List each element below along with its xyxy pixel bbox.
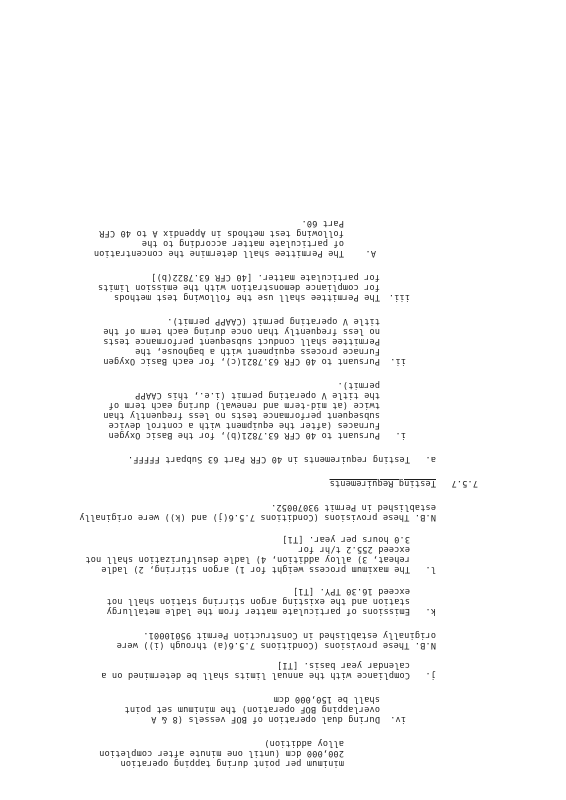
list-marker: i. [395, 430, 406, 440]
note-text: N.B. These provisions (Conditions 7.5.6(a) through (i)) were originally established in Construction Permit 95010001. [116, 630, 436, 650]
list-marker: iv. [390, 714, 406, 724]
text-line: no less frequently than once during each term of the [103, 326, 380, 336]
list-marker: k. [425, 606, 436, 616]
list-marker: l. [425, 564, 436, 574]
text-line: station and the existing argon stirring station shall not [106, 596, 410, 606]
text-line: The maximum process weight for 1) argon stirring, 2) ladle [101, 564, 410, 574]
text-line: Emissions of particulate matter from the ladle metallurgy [106, 606, 410, 616]
section-title: Testing Requirements [329, 478, 436, 488]
text-line: Furnace process equipment with a baghouse, the [135, 346, 380, 356]
text-line: The Permittee shall determine the concentration [93, 248, 344, 258]
text-line: 3.0 hours per year. [T1] [282, 534, 410, 544]
text-line: exceed 16.30 TPY. [T1] [292, 586, 410, 596]
text-line: Permittee shall conduct subsequent performance tests [103, 336, 380, 346]
text-line: During dual operation of BOF vessels (8 & A [151, 714, 380, 724]
note-text: N.B. These provisions (Conditions 7.5.6(j) and (k)) were originally established in Permit 93070052. [79, 502, 436, 522]
text-line: Part 60. [301, 218, 344, 228]
text-line: Compliance with the annual limits shall be determined on a [101, 670, 410, 680]
text-line: Testing requirements in 40 CFR Part 63 Subpart FFFFF. [127, 454, 410, 464]
text-line: twice (at mid-term and renewal) during each term of [108, 400, 380, 410]
list-marker: A. [365, 248, 376, 258]
text-line: subsequent performance tests no less frequently than [103, 410, 380, 420]
text-line: the title V operating permit (i.e., this CAAPP [135, 390, 380, 400]
list-marker: a. [425, 454, 436, 464]
list-marker: ii. [390, 356, 406, 366]
text-line: reheat, 3) alloy addition, 4) ladle desulfurization shall not exceed 255.2 t/hr for [85, 544, 410, 564]
text-line: The Permittee shall use the following test methods [113, 292, 380, 302]
text-line: shall be 150,000 dcm [273, 694, 380, 704]
text-line: for particulate matter. [40 CFR 63.7822(b)] [151, 272, 380, 282]
text-line: for compliance demonstration with the emission limits [97, 282, 380, 292]
list-marker: iii. [388, 292, 410, 302]
text-line: 200,000 dcm (until one minute after completion [99, 748, 344, 758]
text-line: permit). [337, 380, 380, 390]
list-marker: j. [425, 670, 436, 680]
text-line: Pursuant to 40 CFR 63.7821(c), for each Basic Oxygen [103, 356, 380, 366]
text-line: Furnaces (after the equipment with a control device [108, 420, 380, 430]
text-line: calendar year basis. [TI] [276, 660, 410, 670]
text-line: following test methods in Appendix A to 40 CFR [99, 228, 344, 238]
text-line: alloy addition) [264, 738, 344, 748]
section-number: 7.5.7 [451, 478, 478, 488]
text-line: of particulate matter according to the [141, 238, 344, 248]
text-line: minimum per point during tapping operation [120, 758, 344, 768]
text-line: title V operating permit (CAAPP permit). [167, 316, 380, 326]
text-line: Pursuant to 40 CFR 63.7821(b), for the Basic Oxygen [108, 430, 380, 440]
text-line: overlapping BOF operation) the minimum set point [124, 704, 380, 714]
